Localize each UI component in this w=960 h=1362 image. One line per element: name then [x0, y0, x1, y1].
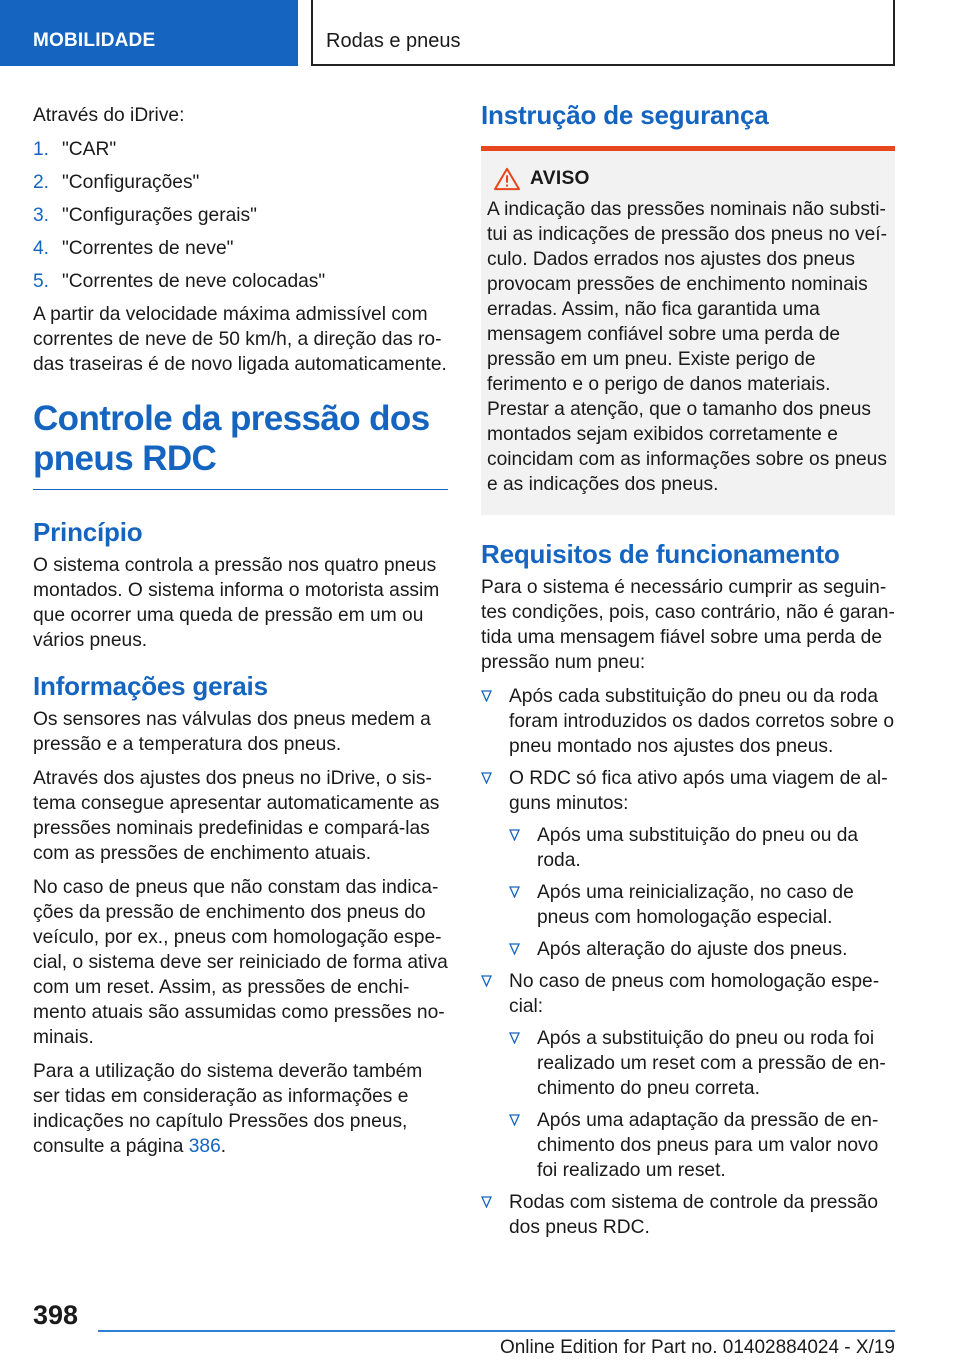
sub-list-item [509, 937, 895, 962]
sub-list-item-text: Após uma adaptação da pressão de enchimento dos pneus para um valor novo foi realizado um reset. [537, 1110, 879, 1181]
warning-title-row [487, 167, 887, 191]
left-column [33, 103, 448, 1168]
requisitos-list [481, 684, 895, 1240]
sub-list-item [509, 1108, 895, 1183]
step-text: "Correntes de neve colocadas" [62, 271, 326, 292]
sub-list-item [509, 1026, 895, 1101]
principio-text: O sistema controla a pressão nos quatro pneus montados. O sistema informa o motorista assim que ocorrer uma queda de pressão em um ou vários pneus. [33, 555, 440, 651]
heading-requisitos: Requisitos de funcionamento [481, 539, 840, 569]
list-item [481, 684, 895, 759]
step-text: "Configurações" [62, 172, 200, 193]
bullet-triangle-icon [509, 1114, 520, 1126]
bullet-triangle-icon [481, 772, 492, 784]
heading-instrucao-seguranca: Instrução de segurança [481, 100, 769, 130]
step-item [33, 137, 448, 162]
info-paragraph-4-end: . [220, 1136, 227, 1157]
list-item [481, 766, 895, 962]
warning-label: AVISO [530, 168, 590, 189]
step-text: "Configurações gerais" [62, 205, 257, 226]
sub-list [509, 823, 895, 962]
list-item-text: Após cada substituição do pneu ou da roda foram introduzidos os dados corretos sobre o pneu montado nos ajustes dos pneus. [509, 686, 895, 757]
sub-list-item [509, 880, 895, 930]
step-number: 4. [33, 238, 50, 259]
heading-principio: Princípio [33, 517, 143, 547]
step-number: 2. [33, 172, 50, 193]
sub-list-item-text: Após uma reinicialização, no caso de pneus com homologação especial. [537, 882, 854, 928]
chapter-heading-rdc: Controle da pressão dos pneus RDC [33, 399, 448, 490]
step-item [33, 269, 448, 294]
step-text: "Correntes de neve" [62, 238, 234, 259]
sub-list [509, 1026, 895, 1183]
info-paragraph-3: No caso de pneus que não constam das indicações da pressão de enchimento dos pneus do veículo, por ex., pneus com homologação especial, o sistema deve ser reiniciado de forma ativa com um reset. Assim, as pressões de enchimento atuais são assumidas como pressões nominais. [33, 877, 448, 1048]
info-paragraph-4 [33, 1059, 448, 1159]
sub-list-item [509, 823, 895, 873]
heading-informacoes-gerais: Informações gerais [33, 671, 268, 701]
bullet-triangle-icon [481, 1196, 492, 1208]
rear-steering-note: A partir da velocidade máxima admissível com correntes de neve de 50 km/h, a direção das rodas traseiras é de novo ligada automaticamente. [33, 304, 447, 375]
bullet-triangle-icon [481, 975, 492, 987]
step-number: 3. [33, 205, 50, 226]
warning-box [481, 151, 895, 515]
requisitos-intro: Para o sistema é necessário cumprir as seguintes condições, pois, caso contrário, não é garantida uma mensagem fiável sobre uma perda de pressão num pneu: [481, 577, 895, 673]
bullet-triangle-icon [509, 1032, 520, 1044]
sub-list-item-text: Após alteração do ajuste dos pneus. [537, 939, 848, 960]
idrive-steps [33, 137, 448, 294]
info-paragraph-2: Através dos ajustes dos pneus no iDrive, o sistema consegue apresentar automaticamente as pressões nominais predefinidas e compará-las com as pressões de enchimento atuais. [33, 768, 440, 864]
step-item [33, 203, 448, 228]
bullet-triangle-icon [509, 829, 520, 841]
list-item-text: Rodas com sistema de controle da pressão dos pneus RDC. [509, 1192, 879, 1238]
list-item [481, 1190, 895, 1240]
bullet-triangle-icon [481, 690, 492, 702]
sub-list-item-text: Após uma substituição do pneu ou da roda. [537, 825, 859, 871]
step-number: 1. [33, 139, 50, 160]
bullet-triangle-icon [509, 886, 520, 898]
step-text: "CAR" [62, 139, 117, 160]
warning-triangle-icon [492, 167, 522, 191]
warning-text: A indicação das pressões nominais não substitui as indicações de pressão dos pneus no veículo. Dados errados nos ajustes dos pneus provocam pressões de enchimento nominais erradas. Assim, não fica garantida uma mensagem confiável sobre uma perda de pressão em um pneu. Existe perigo de ferimento e o perigo de danos materiais. Prestar a atenção, que o tamanho dos pneus montados sejam exibidos corretamente e coincidam com as informações sobre os pneus e as indicações dos pneus. [487, 199, 887, 495]
info-paragraph-1: Os sensores nas válvulas dos pneus medem a pressão e a temperatura dos pneus. [33, 709, 431, 755]
list-item-text: O RDC só fica ativo após uma viagem de alguns minutos: [509, 768, 888, 814]
step-number: 5. [33, 271, 50, 292]
list-item-text: No caso de pneus com homologação especial: [509, 971, 880, 1017]
bullet-triangle-icon [509, 943, 520, 955]
page-reference-link[interactable]: 386 [188, 1136, 221, 1157]
page-number: 398 [33, 1300, 79, 1330]
header-section-tab: MOBILIDADE [0, 0, 298, 66]
info-paragraph-4-text: Para a utilização do sistema deverão também ser tidas em consideração as informações e indicações no capítulo Pressões dos pneus, consulte a página [33, 1061, 423, 1157]
step-item [33, 170, 448, 195]
sub-list-item-text: Após a substituição do pneu ou roda foi realizado um reset com a pressão de enchimento do pneu correta. [537, 1028, 886, 1099]
footer-rule [98, 1330, 895, 1332]
footer-edition-text: Online Edition for Part no. 01402884024 - X/19 [499, 1337, 895, 1358]
idrive-intro: Através do iDrive: [33, 105, 185, 126]
step-item [33, 236, 448, 261]
list-item [481, 969, 895, 1183]
header-chapter-title: Rodas e pneus [311, 0, 895, 66]
right-column [481, 100, 895, 1247]
